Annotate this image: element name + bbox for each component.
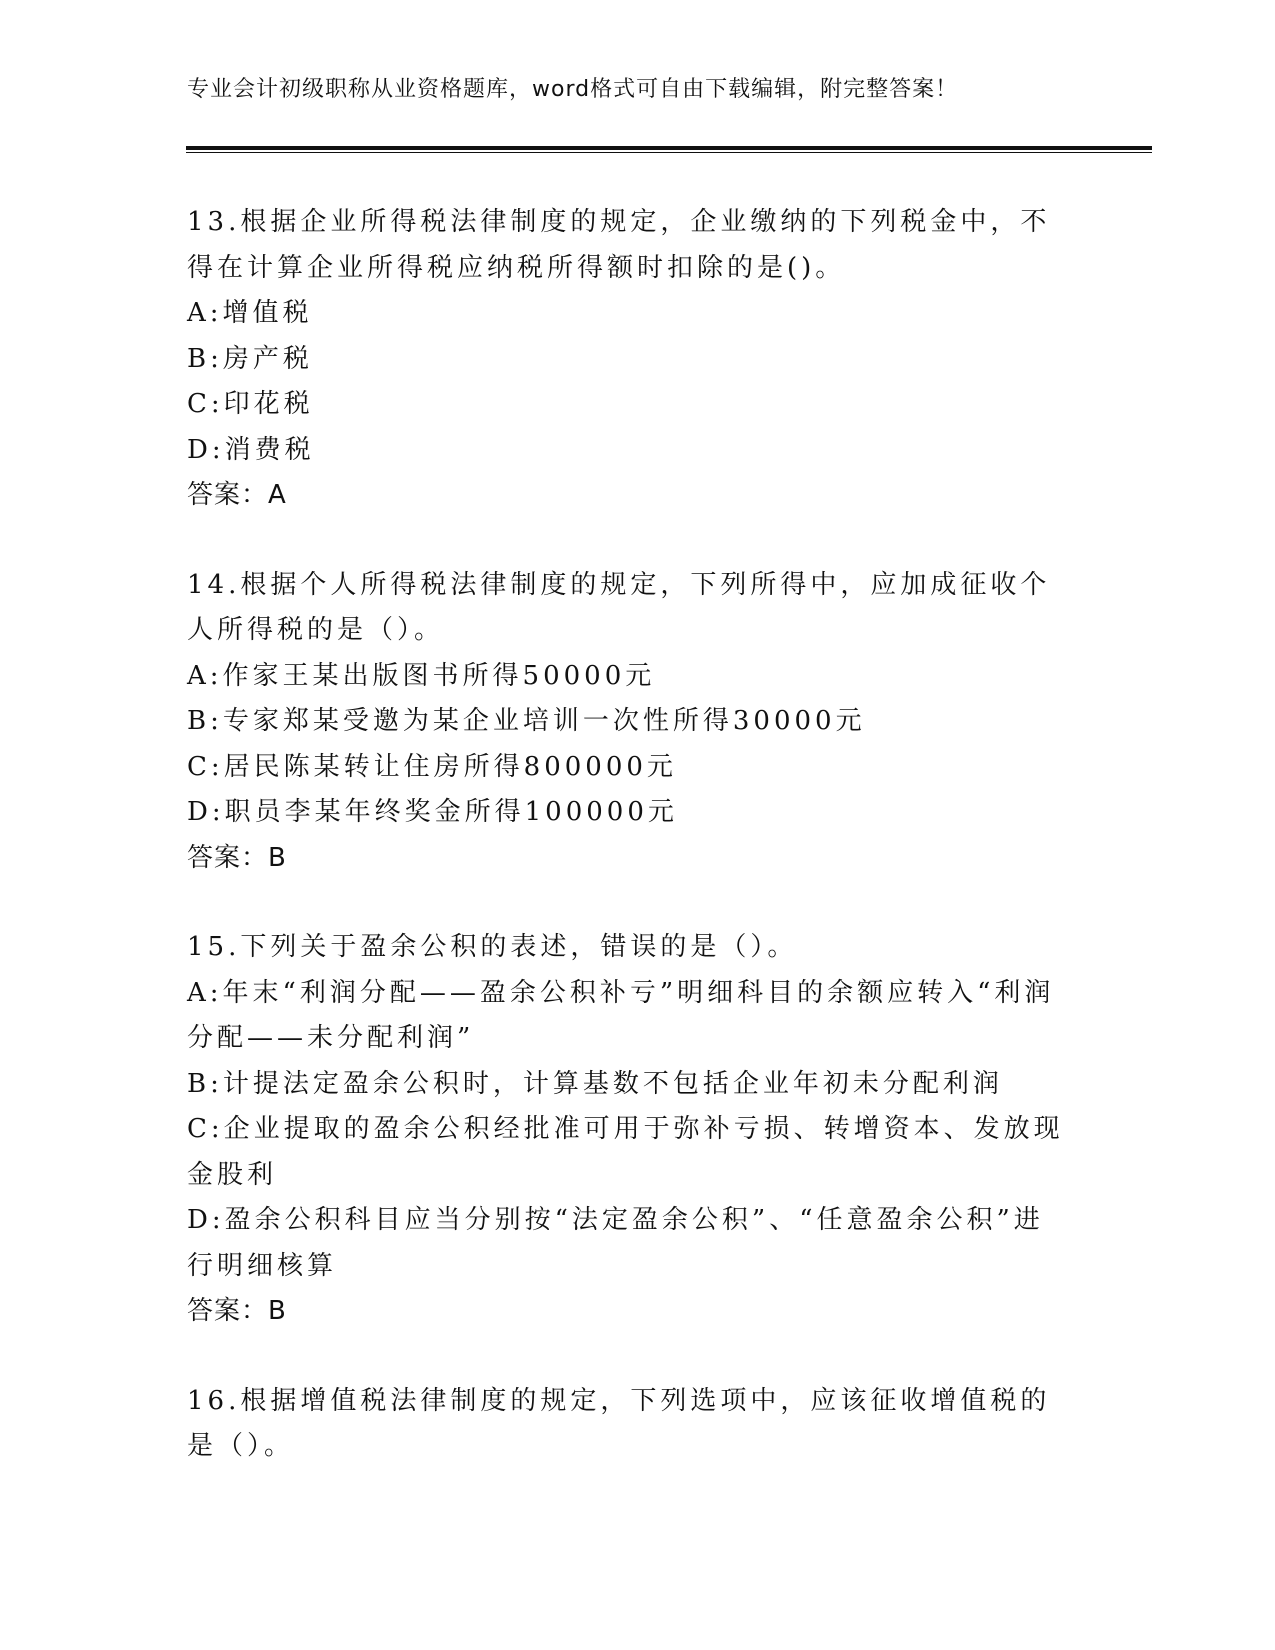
- option-d: D:职员李某年终奖金所得100000元: [187, 797, 678, 827]
- option-d: D:盈余公积科目应当分别按“法定盈余公积”、“任意盈余公积”进行明细核算: [187, 1205, 1044, 1281]
- option-c: C:居民陈某转让住房所得800000元: [187, 751, 677, 782]
- answer: 答案：B: [187, 1296, 287, 1326]
- option-d: D:消费税: [187, 434, 315, 465]
- question-text: 16.根据增值税法律制度的规定，下列选项中，应该征收增值税的是（）。: [187, 1385, 1051, 1461]
- page-header: 专业会计初级职称从业资格题库，word格式可自由下载编辑，附完整答案！: [187, 77, 959, 102]
- question-text: 14.根据个人所得税法律制度的规定，下列所得中，应加成征收个人所得税的是（）。: [187, 569, 1051, 645]
- question-16: [187, 1379, 1067, 1470]
- option-a: A:增值税: [187, 298, 313, 328]
- question-15: [187, 925, 1067, 1335]
- header-divider: [186, 146, 1152, 150]
- answer: 答案：A: [187, 480, 287, 510]
- question-text: 15.下列关于盈余公积的表述，错误的是（）。: [187, 932, 798, 962]
- question-text: 13.根据企业所得税法律制度的规定，企业缴纳的下列税金中，不得在计算企业所得税应纳税所得额时扣除的是()。: [187, 207, 1051, 283]
- option-b: B:计提法定盈余公积时，计算基数不包括企业年初未分配利润: [187, 1068, 1003, 1099]
- question-14: [187, 563, 1067, 882]
- option-b: B:专家郑某受邀为某企业培训一次性所得30000元: [187, 706, 866, 736]
- option-a: A:年末“利润分配——盈余公积补亏”明细科目的余额应转入“利润分配——未分配利润”: [187, 977, 1055, 1053]
- option-b: B:房产税: [187, 343, 313, 374]
- header-divider-thin: [186, 152, 1152, 153]
- option-c: C:印花税: [187, 389, 314, 419]
- option-a: A:作家王某出版图书所得50000元: [187, 660, 656, 691]
- question-13: [187, 200, 1067, 519]
- answer: 答案：B: [187, 842, 287, 873]
- question-list: [187, 200, 1067, 1514]
- option-c: C:企业提取的盈余公积经批准可用于弥补亏损、转增资本、发放现金股利: [187, 1114, 1064, 1190]
